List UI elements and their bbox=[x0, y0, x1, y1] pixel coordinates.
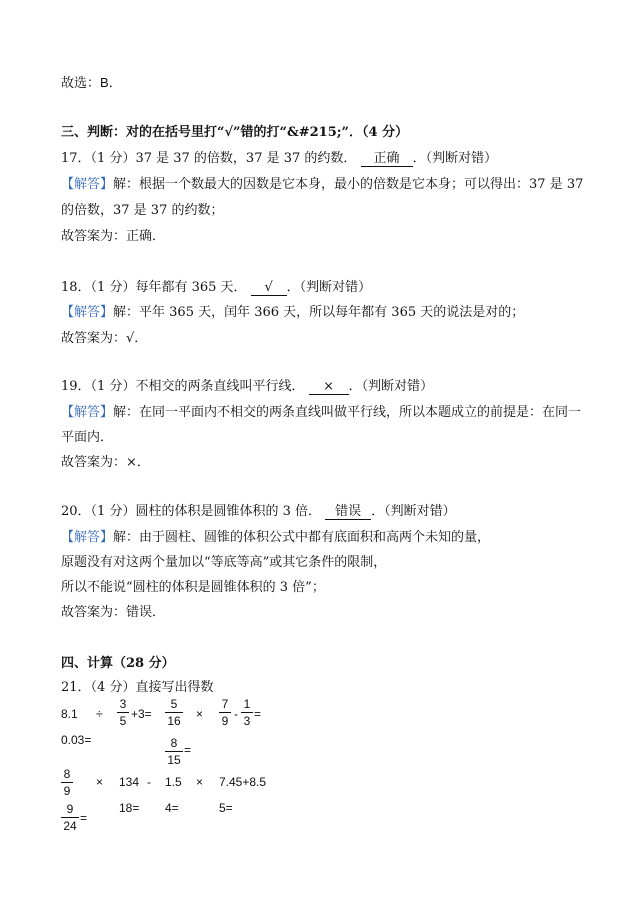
q21-row4-c: 4= bbox=[165, 801, 179, 815]
q20-answer-blank: 错误 bbox=[325, 505, 371, 520]
q21-row1-frac3 bbox=[219, 697, 231, 728]
q20-stem: 圆柱的体积是圆锥体积的 3 倍． bbox=[135, 504, 321, 519]
q18-solution-tag: 【解答】 bbox=[61, 305, 114, 320]
q18-stem-line bbox=[61, 280, 371, 296]
q21-row1-divide: ÷ bbox=[96, 707, 103, 721]
fraction-bar bbox=[61, 817, 79, 818]
q19-stem: 不相交的两条直线叫平行线． bbox=[135, 379, 305, 394]
q19-solution-text1: 解：在同一平面内不相交的两条直线叫做平行线，所以本题成立的前提是：在同一 bbox=[113, 405, 582, 420]
q21-row4-b: 18= bbox=[119, 801, 140, 815]
q21-row3-d: 7.45+8.5 bbox=[219, 775, 267, 789]
q17-stem: 37 是 37 的倍数，37 是 37 的约数． bbox=[135, 151, 357, 166]
prev-choice-value: B bbox=[100, 75, 109, 90]
q20-solution-line3: 所以不能说“圆柱的体积是圆锥体积的 3 倍”； bbox=[61, 580, 325, 595]
q18-number: 18． bbox=[61, 280, 91, 295]
q21-row1-frac4-num: 1 bbox=[243, 697, 251, 711]
q18-final-answer: 故答案为：√． bbox=[61, 331, 148, 346]
q19-suffix: ．（判断对错） bbox=[348, 379, 434, 394]
q21-row1-equals: = bbox=[254, 707, 262, 721]
q17-score: （1 分） bbox=[90, 151, 136, 166]
q21-row3-times2: × bbox=[196, 775, 204, 789]
q20-number: 20． bbox=[61, 504, 91, 519]
q21-row1-frac4-den: 3 bbox=[243, 714, 251, 728]
fraction-bar bbox=[165, 712, 183, 713]
q21-row1-frac1-num: 3 bbox=[119, 697, 127, 711]
q21-row2-a: 0.03= bbox=[61, 733, 92, 747]
q17-answer-blank: 正确 bbox=[361, 152, 413, 167]
q17-solution-text1: 解：根据一个数最大的因数是它本身，最小的倍数是它本身；可以得出：37 是 37 bbox=[113, 177, 584, 192]
q21-row5-frac-den: 24 bbox=[63, 819, 77, 833]
section4-title: 四、计算（28 分） bbox=[61, 656, 175, 671]
fraction-bar bbox=[219, 712, 231, 713]
q20-final-answer: 故答案为：错误． bbox=[61, 605, 166, 620]
q20-solution-line1 bbox=[61, 530, 490, 546]
q21-stem: 直接写出得数 bbox=[135, 680, 214, 695]
fraction-bar bbox=[61, 782, 73, 783]
q19-final-answer: 故答案为：×． bbox=[61, 455, 150, 470]
q21-row3-frac bbox=[61, 767, 73, 798]
q20-solution-line2: 原题没有对这两个量加以“等底等高”或其它条件的限制， bbox=[61, 555, 387, 570]
q21-row2-frac-den: 15 bbox=[167, 753, 181, 767]
q20-stem-line bbox=[61, 504, 456, 520]
q21-score: （4 分） bbox=[90, 680, 136, 695]
prev-choice-label: 故选： bbox=[61, 76, 101, 91]
q21-row1-frac2-num: 5 bbox=[170, 697, 178, 711]
fraction-bar bbox=[241, 712, 253, 713]
q21-row1-frac1-den: 5 bbox=[119, 714, 127, 728]
q21-number: 21． bbox=[61, 680, 91, 695]
q21-row1-frac1 bbox=[117, 697, 129, 728]
q21-row1-minus: - bbox=[234, 707, 238, 721]
q21-row1-frac3-num: 7 bbox=[221, 697, 229, 711]
q21-row3-frac-den: 9 bbox=[63, 784, 71, 798]
section3-title: 三、判断：对的在括号里打“√”错的打“&#215;”．（4 分） bbox=[61, 125, 409, 140]
q20-suffix: ．（判断对错） bbox=[371, 504, 456, 519]
q21-stem-line bbox=[61, 680, 213, 696]
q17-stem-line bbox=[61, 151, 497, 167]
q21-row3-minus: - bbox=[147, 775, 151, 789]
q19-score: （1 分） bbox=[90, 379, 136, 394]
q21-row1-plus3: +3= bbox=[131, 707, 152, 721]
q21-row3-c: 1.5 bbox=[165, 775, 182, 789]
q19-answer-blank: × bbox=[309, 380, 349, 395]
prev-choice-line bbox=[61, 75, 122, 92]
q19-solution-tag: 【解答】 bbox=[61, 405, 114, 420]
q18-answer-blank: √ bbox=[251, 281, 287, 296]
q21-row1-times: × bbox=[196, 707, 204, 721]
fraction-bar bbox=[165, 751, 183, 752]
q19-number: 19． bbox=[61, 379, 91, 394]
q19-solution-line2: 平面内． bbox=[61, 430, 114, 445]
q19-stem-line bbox=[61, 379, 433, 395]
q17-number: 17． bbox=[61, 151, 91, 166]
q21-row3-b: 134 bbox=[119, 775, 140, 789]
q21-row2-frac bbox=[165, 736, 183, 767]
q21-row5-frac-num: 9 bbox=[66, 802, 74, 816]
q21-row3-times: × bbox=[96, 775, 104, 789]
q21-row3-frac-num: 8 bbox=[63, 767, 71, 781]
q21-row1-frac4 bbox=[241, 697, 253, 728]
q17-final-answer: 故答案为：正确． bbox=[61, 229, 166, 244]
q21-row1-frac2 bbox=[165, 697, 183, 728]
q21-row4-d: 5= bbox=[219, 801, 233, 815]
q18-solution-line1 bbox=[61, 305, 524, 321]
q18-score: （1 分） bbox=[90, 280, 136, 295]
q17-suffix: ．（判断对错） bbox=[412, 151, 498, 166]
q21-row5-frac bbox=[61, 802, 79, 833]
fraction-bar bbox=[117, 712, 129, 713]
q20-solution-text1: 解：由于圆柱、圆锥的体积公式中都有底面积和高两个未知的量， bbox=[113, 530, 491, 545]
q19-solution-line1 bbox=[61, 405, 581, 421]
q17-solution-tag: 【解答】 bbox=[61, 177, 114, 192]
q21-row5-equals: = bbox=[80, 811, 88, 825]
q18-suffix: ．（判断对错） bbox=[286, 280, 372, 295]
q21-row1-a: 8.1 bbox=[61, 707, 78, 721]
q21-row1-frac2-den: 16 bbox=[167, 714, 181, 728]
prev-choice-end: ． bbox=[108, 76, 122, 91]
q17-solution-line1 bbox=[61, 177, 583, 193]
q21-row1-frac3-den: 9 bbox=[221, 714, 229, 728]
q21-row2-frac-num: 8 bbox=[170, 736, 178, 750]
q18-solution-text1: 解：平年 365 天，闰年 366 天，所以每年都有 365 天的说法是对的； bbox=[113, 305, 525, 320]
q17-solution-line2: 的倍数，37 是 37 的约数； bbox=[61, 203, 224, 218]
q18-stem: 每年都有 365 天． bbox=[135, 280, 247, 295]
q21-row2-equals: = bbox=[184, 743, 192, 757]
q20-score: （1 分） bbox=[90, 504, 136, 519]
q20-solution-tag: 【解答】 bbox=[61, 530, 114, 545]
